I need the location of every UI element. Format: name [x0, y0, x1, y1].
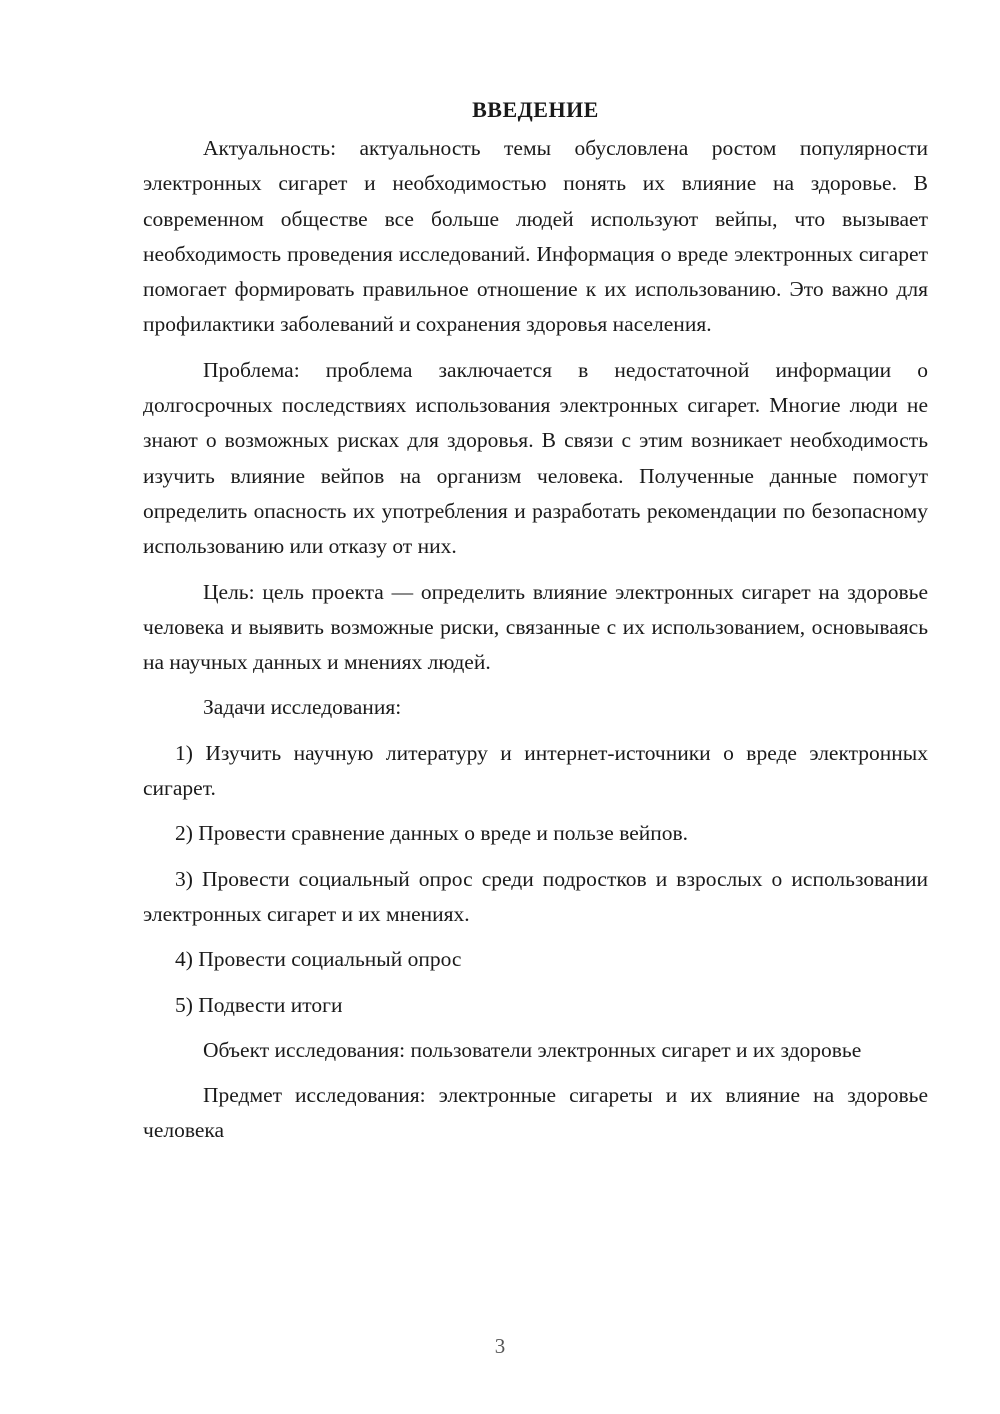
research-object-paragraph: Объект исследования: пользователи электронных сигарет и их здоровье: [203, 1037, 862, 1062]
list-item: 2) Провести сравнение данных о вреде и пользе вейпов.: [175, 821, 689, 846]
problem-paragraph: Проблема: проблема заключается в недостаточной информации о долгосрочных последствиях использования электронных сигарет. Многие люди не знают о возможных рисках для здоровья. В связи с этим возникает необходимость изучить влияние вейпов на организм человека. Полученные данные помогут определить опасность их употребления и разработать рекомендации по безопасному использованию или отказу от них.: [143, 357, 928, 559]
list-item: 1) Изучить научную литературу и интернет-источники о вреде электронных сигарет.: [143, 740, 928, 801]
list-item: 4) Провести социальный опрос: [175, 947, 462, 972]
list-item: 5) Подвести итоги: [175, 992, 343, 1017]
page-number: 3: [494, 1334, 506, 1358]
document-page: [143, 92, 928, 1159]
goal-paragraph: Цель: цель проекта — определить влияние электронных сигарет на здоровье человека и выявить возможные риски, связанные с их использованием, основываясь на научных данных и мнениях людей.: [143, 579, 928, 675]
tasks-list: [143, 736, 928, 1023]
list-item: 3) Провести социальный опрос среди подростков и взрослых о использовании электронных сигарет и их мнениях.: [143, 866, 928, 926]
research-subject-paragraph: Предмет исследования: электронные сигареты и их влияние на здоровье человека: [143, 1083, 928, 1143]
page-title: ВВЕДЕНИЕ: [472, 97, 599, 122]
tasks-intro: Задачи исследования:: [203, 695, 402, 720]
relevance-paragraph: Актуальность: актуальность темы обусловлена ростом популярности электронных сигарет и необходимостью понять их влияние на здоровье. В современном обществе все больше людей используют вейпы, что вызывает необходимость проведения исследований. Информация о вреде электронных сигарет помогает формировать правильное отношение к их использованию. Это важно для профилактики заболеваний и сохранения здоровья населения.: [143, 136, 928, 337]
